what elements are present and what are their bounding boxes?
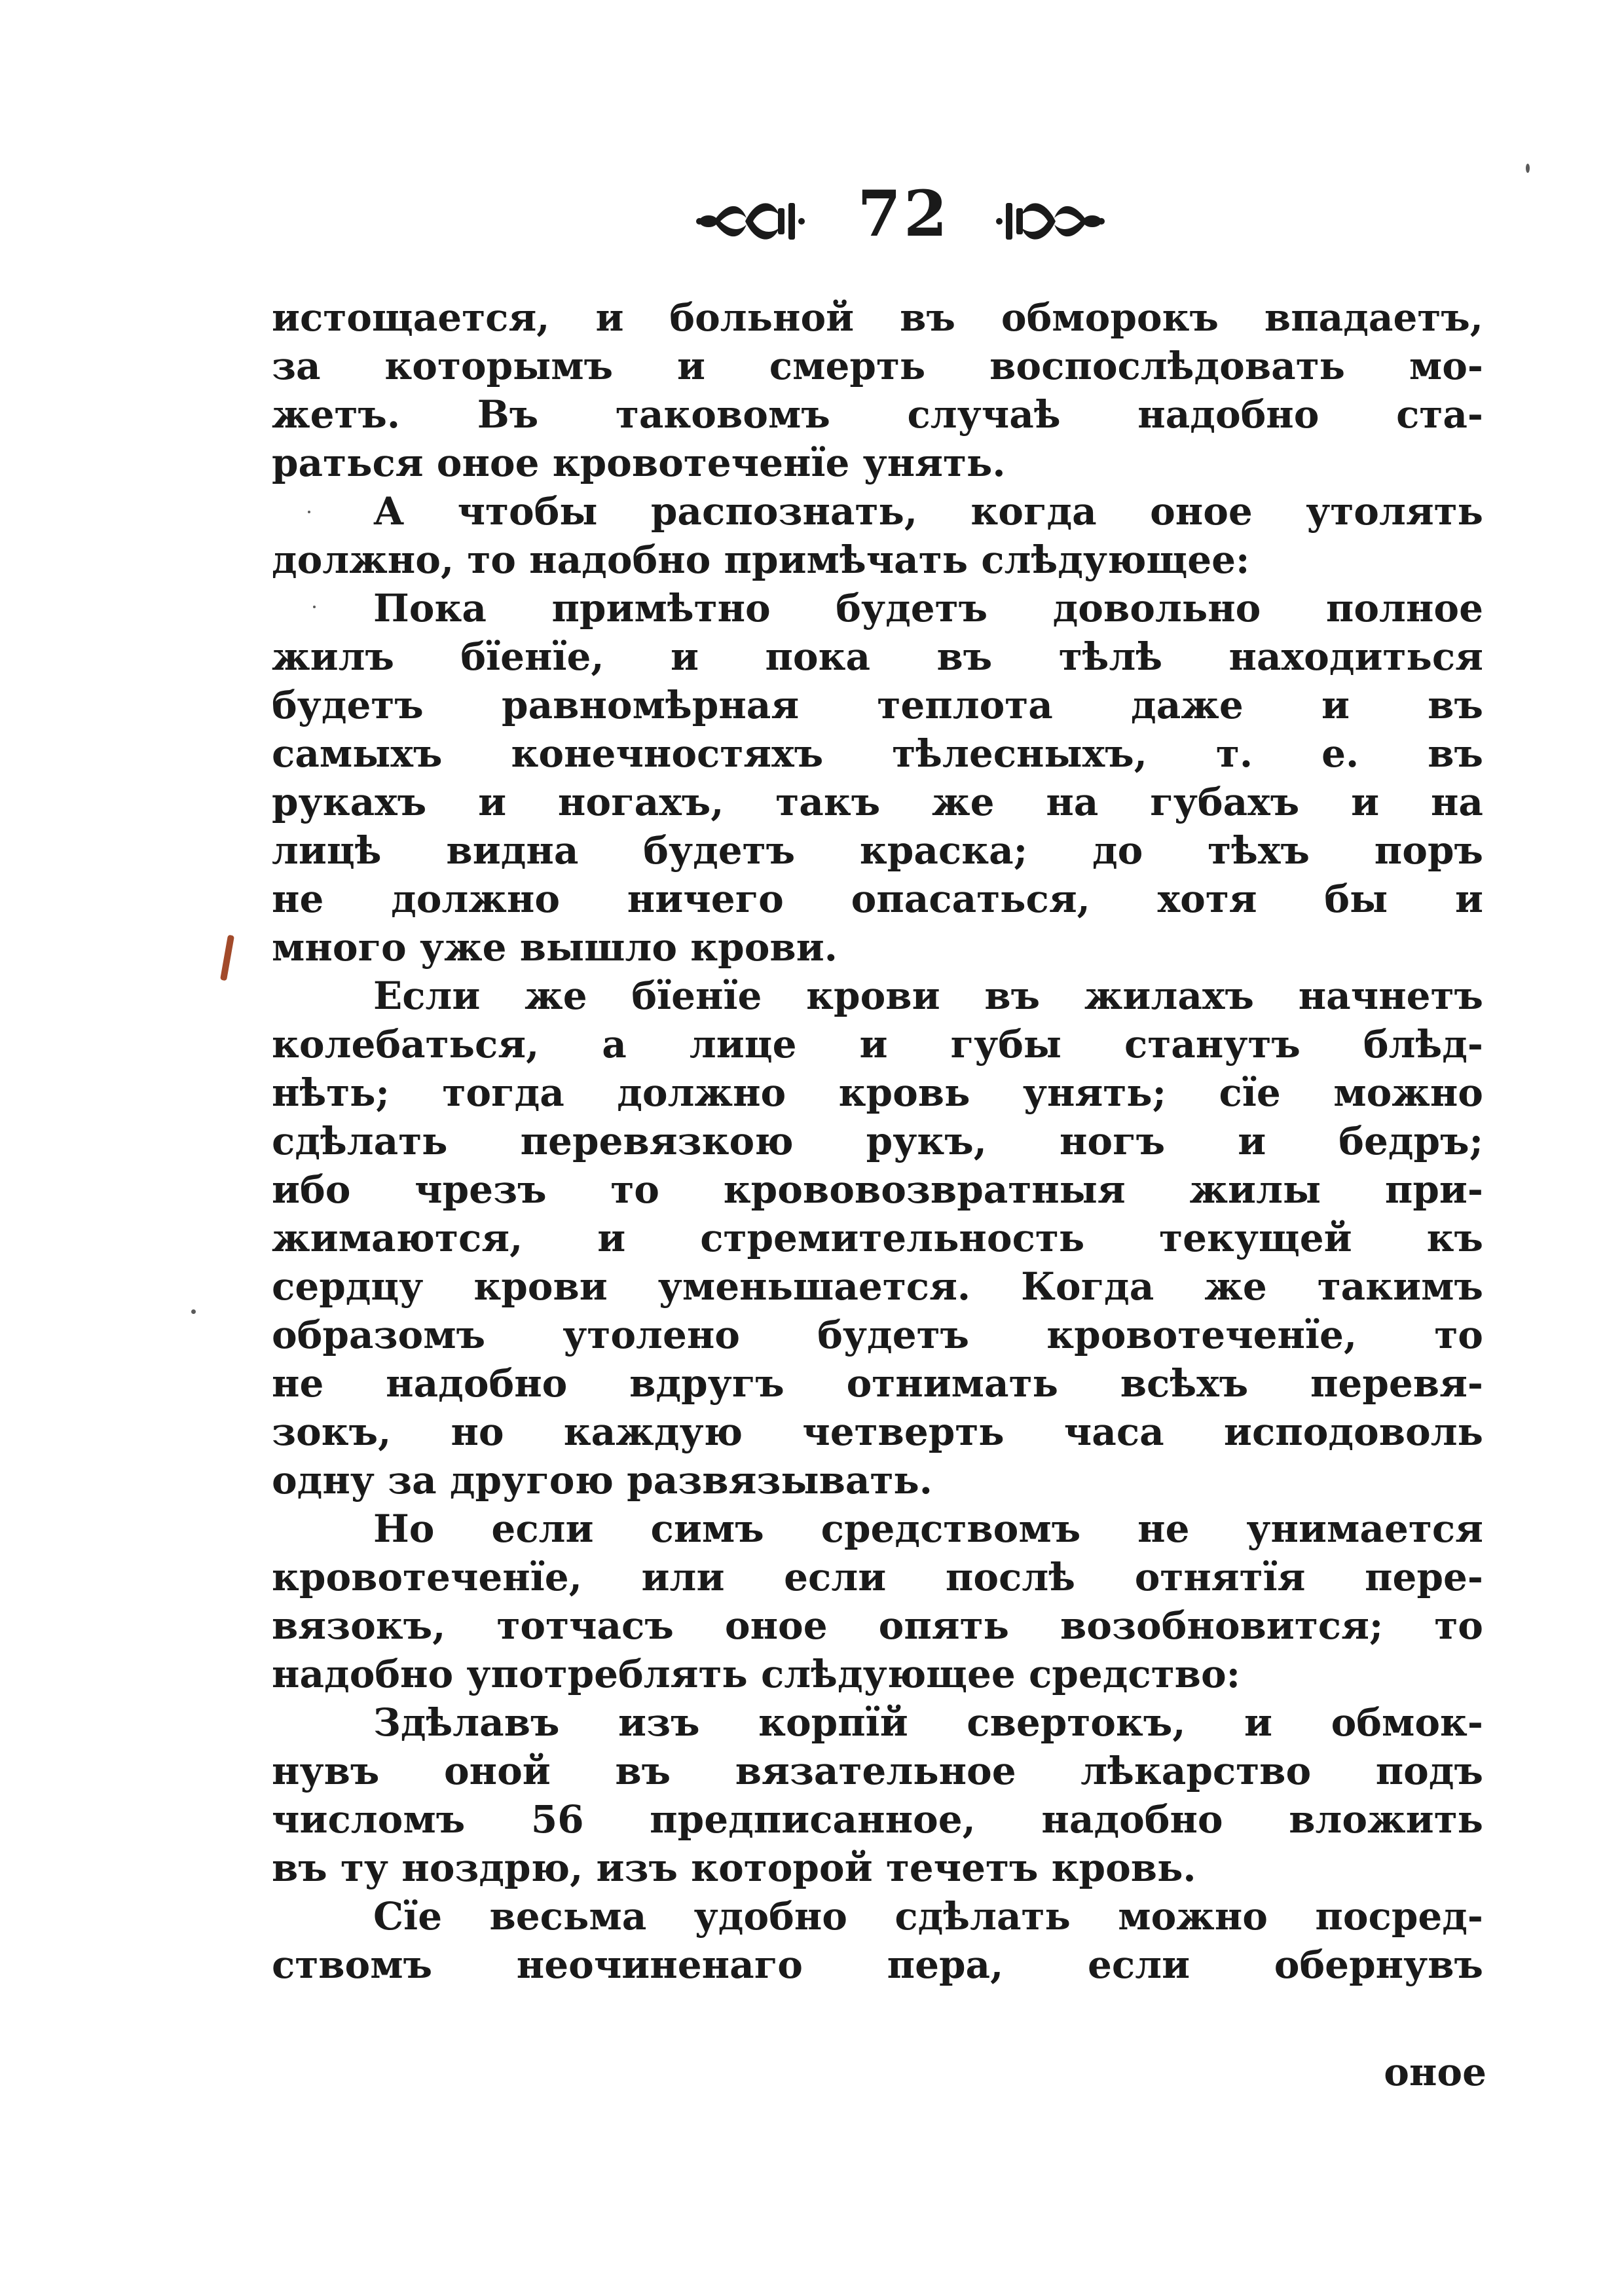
- paper-speck: [191, 1309, 196, 1314]
- text-line: не должно ничего опасаться, хотя бы и: [272, 877, 1483, 921]
- text-line: нѣть; тогда должно кровь унять; сїе можно: [272, 1070, 1483, 1115]
- floral-ornament-icon: [995, 189, 1107, 254]
- paper-speck: [1526, 164, 1530, 173]
- text-line: сдѣлать перевязкою рукъ, ногъ и бедръ;: [272, 1119, 1483, 1163]
- text-line: Пока примѣтно будетъ довольно полное: [373, 586, 1483, 630]
- text-line: жетъ. Въ таковомъ случаѣ надобно ста-: [272, 392, 1483, 437]
- paper-speck: [308, 511, 310, 513]
- text-line: сердцу крови уменьшается. Когда же такимъ: [272, 1264, 1483, 1309]
- page-header: [0, 177, 1624, 268]
- text-line: А чтобы распознать, когда оное утолять: [373, 489, 1483, 534]
- catchword: оное: [1384, 2050, 1486, 2094]
- text-line: одну за другою развязывать.: [272, 1458, 932, 1503]
- text-line: нувъ оной въ вязательное лѣкарство подъ: [272, 1749, 1483, 1793]
- text-line: колебаться, а лице и губы станутъ блѣд-: [272, 1022, 1483, 1066]
- text-line: ствомъ неочиненаго пера, если обернувъ: [272, 1942, 1483, 1987]
- floral-ornament-icon: [694, 189, 805, 254]
- text-line: лицѣ видна будетъ краска; до тѣхъ поръ: [272, 828, 1483, 873]
- text-line: Сїе весьма удобно сдѣлать можно посред-: [373, 1894, 1483, 1939]
- body-text: [272, 293, 1483, 1989]
- text-line: жимаются, и стремительность текущей къ: [272, 1216, 1483, 1260]
- text-line: надобно употреблять слѣдующее средство:: [272, 1652, 1241, 1696]
- text-line: не надобно вдругъ отнимать всѣхъ перевя-: [272, 1361, 1483, 1406]
- text-line: Если же бїенїе крови въ жилахъ начнетъ: [373, 974, 1483, 1018]
- ink-stain: [220, 935, 234, 981]
- text-line: Здѣлавъ изъ корпїй свертокъ, и обмок-: [373, 1700, 1483, 1745]
- text-line: истощается, и больной въ обморокъ впадаетъ,: [272, 295, 1483, 340]
- text-line: раться оное кровотеченїе унять.: [272, 441, 1006, 485]
- text-line: будетъ равномѣрная теплота даже и въ: [272, 683, 1483, 727]
- text-line: вязокъ, тотчасъ оное опять возобновится; то: [272, 1603, 1483, 1648]
- text-line: кровотеченїе, или если послѣ отнятїя пере-: [272, 1555, 1483, 1599]
- page-number: 72: [857, 177, 950, 251]
- paper-speck: [313, 606, 316, 608]
- text-line: числомъ 56 предписанное, надобно вложить: [272, 1797, 1483, 1842]
- text-line: рукахъ и ногахъ, такъ же на губахъ и на: [272, 780, 1483, 824]
- text-line: самыхъ конечностяхъ тѣлесныхъ, т. е. въ: [272, 731, 1483, 776]
- text-line: Но если симъ средствомъ не унимается: [373, 1506, 1483, 1551]
- text-line: жилъ бїенїе, и пока въ тѣлѣ находиться: [272, 634, 1483, 679]
- text-line: ибо чрезъ то крововозвратныя жилы при-: [272, 1167, 1483, 1212]
- text-line: за которымъ и смерть воспослѣдовать мо-: [272, 344, 1483, 388]
- text-line: зокъ, но каждую четверть часа исподоволь: [272, 1410, 1483, 1454]
- text-line: въ ту ноздрю, изъ которой течетъ кровь.: [272, 1846, 1196, 1890]
- text-line: много уже вышло крови.: [272, 925, 838, 970]
- text-line: образомъ утолено будетъ кровотеченїе, то: [272, 1313, 1483, 1357]
- text-line: должно, то надобно примѣчать слѣдующее:: [272, 538, 1250, 582]
